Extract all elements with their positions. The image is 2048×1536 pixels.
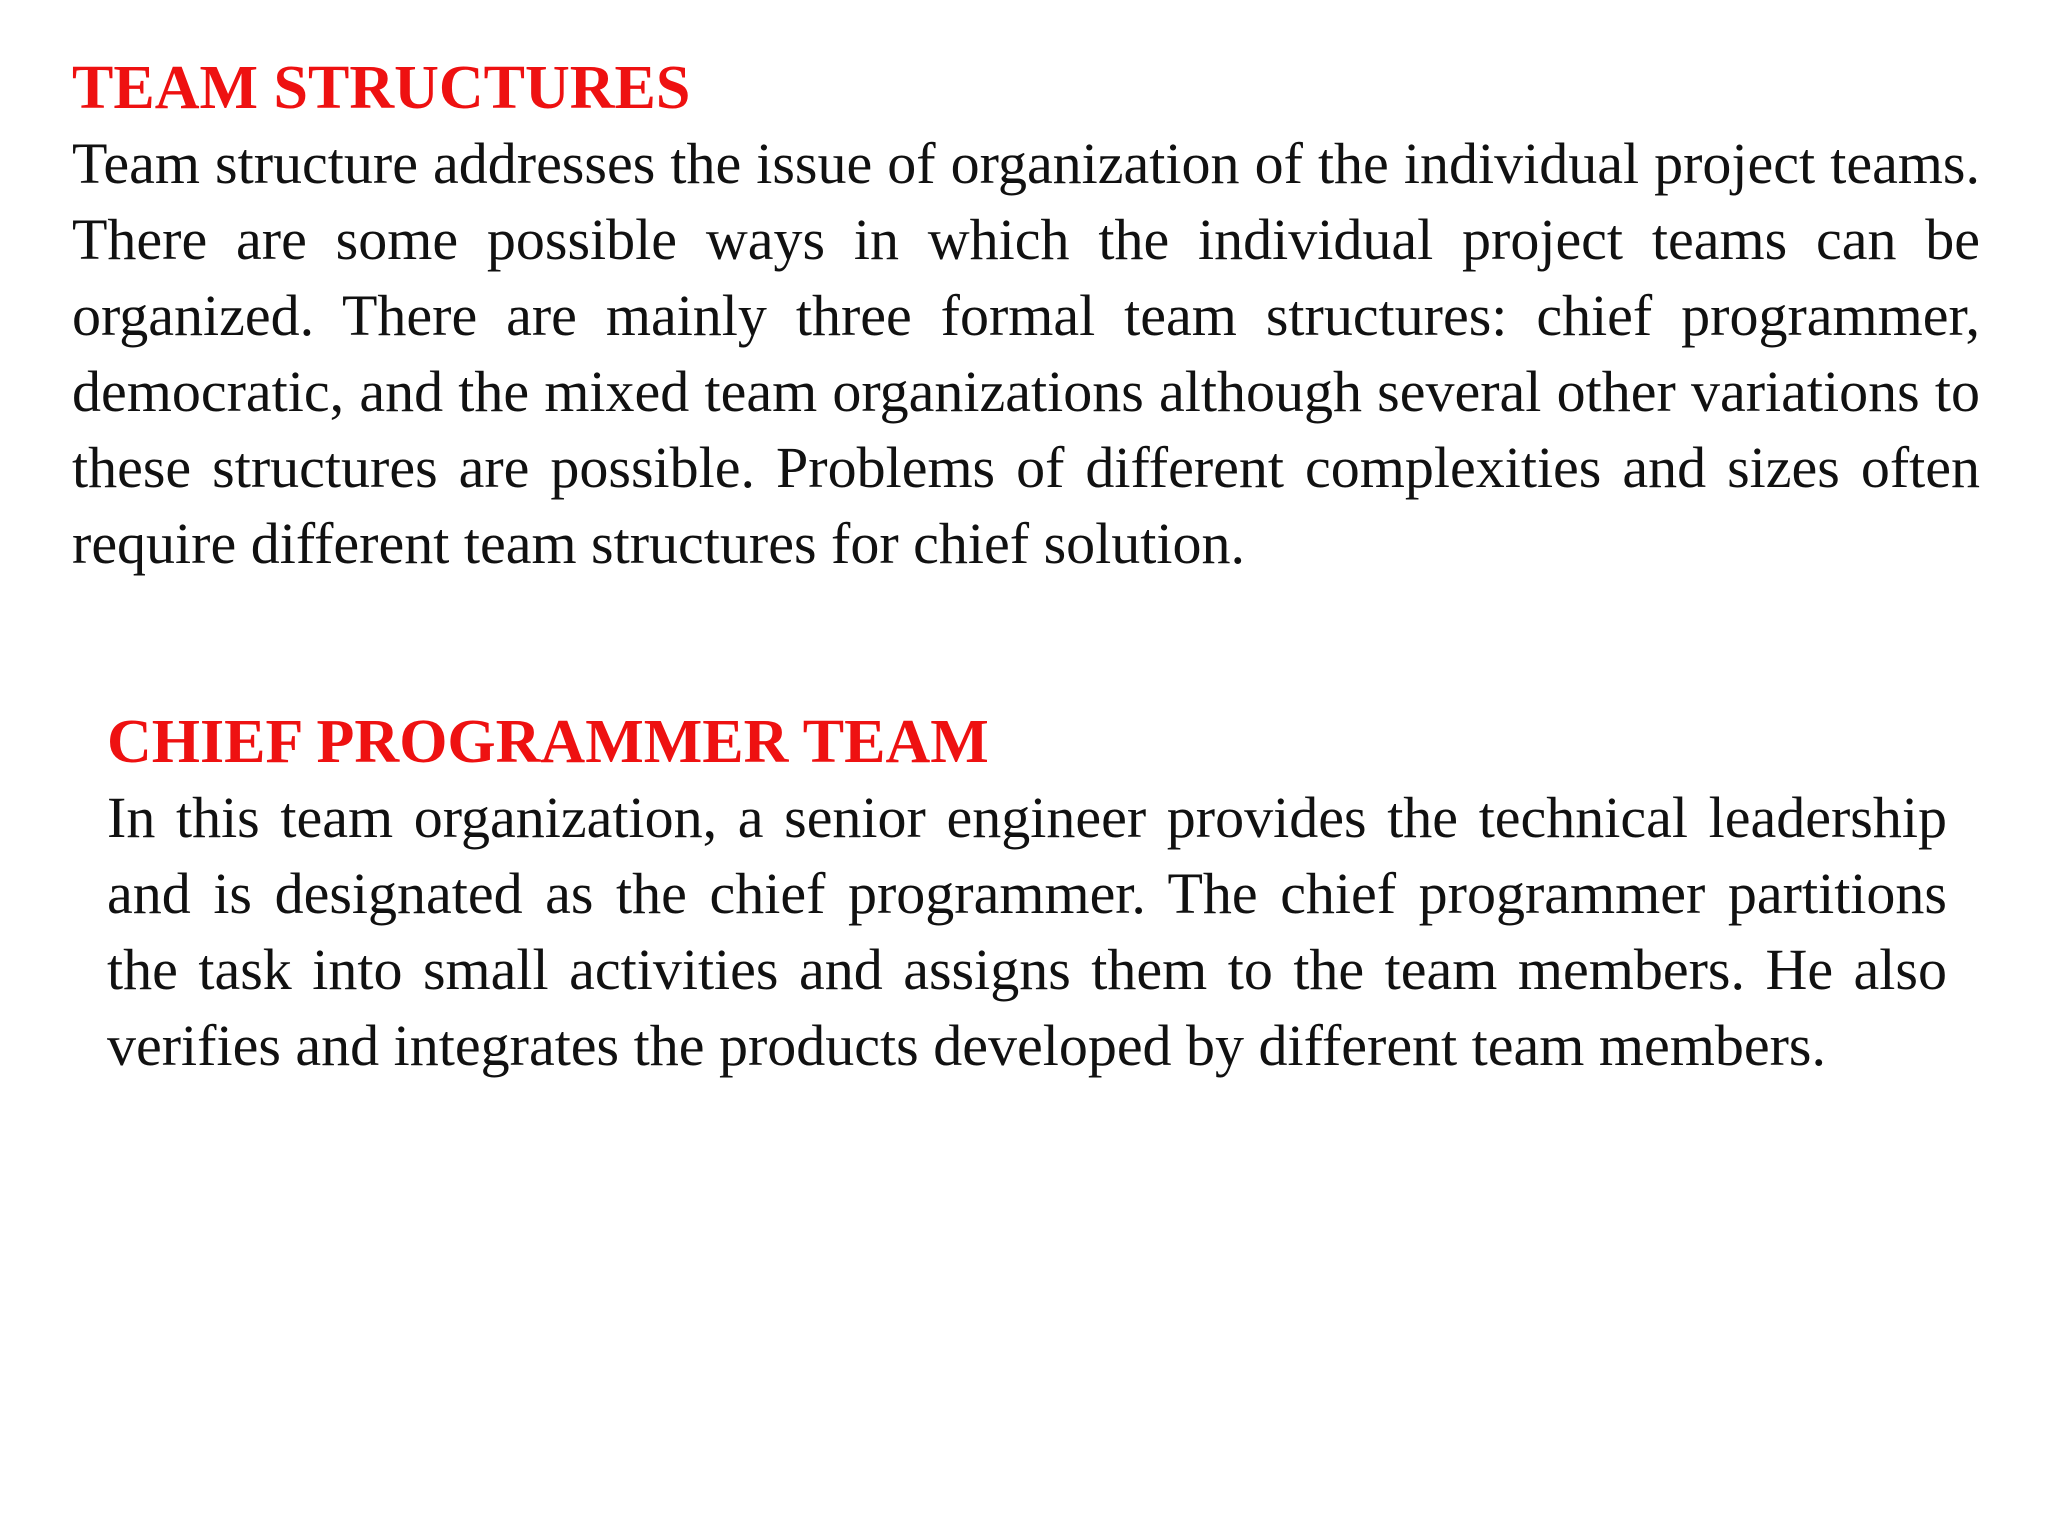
chief-programmer-team-paragraph: In this team organization, a senior engineer provides the technical leadership and is designated as the chief programmer. The chief programmer partitions the task into small activities and assigns them to the team members. He also verifies and integrates the products developed by different team members. xyxy=(107,785,1947,1078)
team-structures-paragraph: Team structure addresses the issue of organization of the individual project teams. There are some possible ways in which the individual project teams can be organized. There are mainly three formal team structures: chief programmer, democratic, and the mixed team organizations although several other variations to these structures are possible. Problems of different complexities and sizes often require different team structures for chief solution. xyxy=(72,131,1980,576)
chief-programmer-team-section xyxy=(107,704,1947,1084)
team-structures-heading: TEAM STRUCTURES xyxy=(72,54,691,122)
team-structures-section xyxy=(72,50,1980,582)
chief-programmer-team-heading: CHIEF PROGRAMMER TEAM xyxy=(107,708,989,776)
